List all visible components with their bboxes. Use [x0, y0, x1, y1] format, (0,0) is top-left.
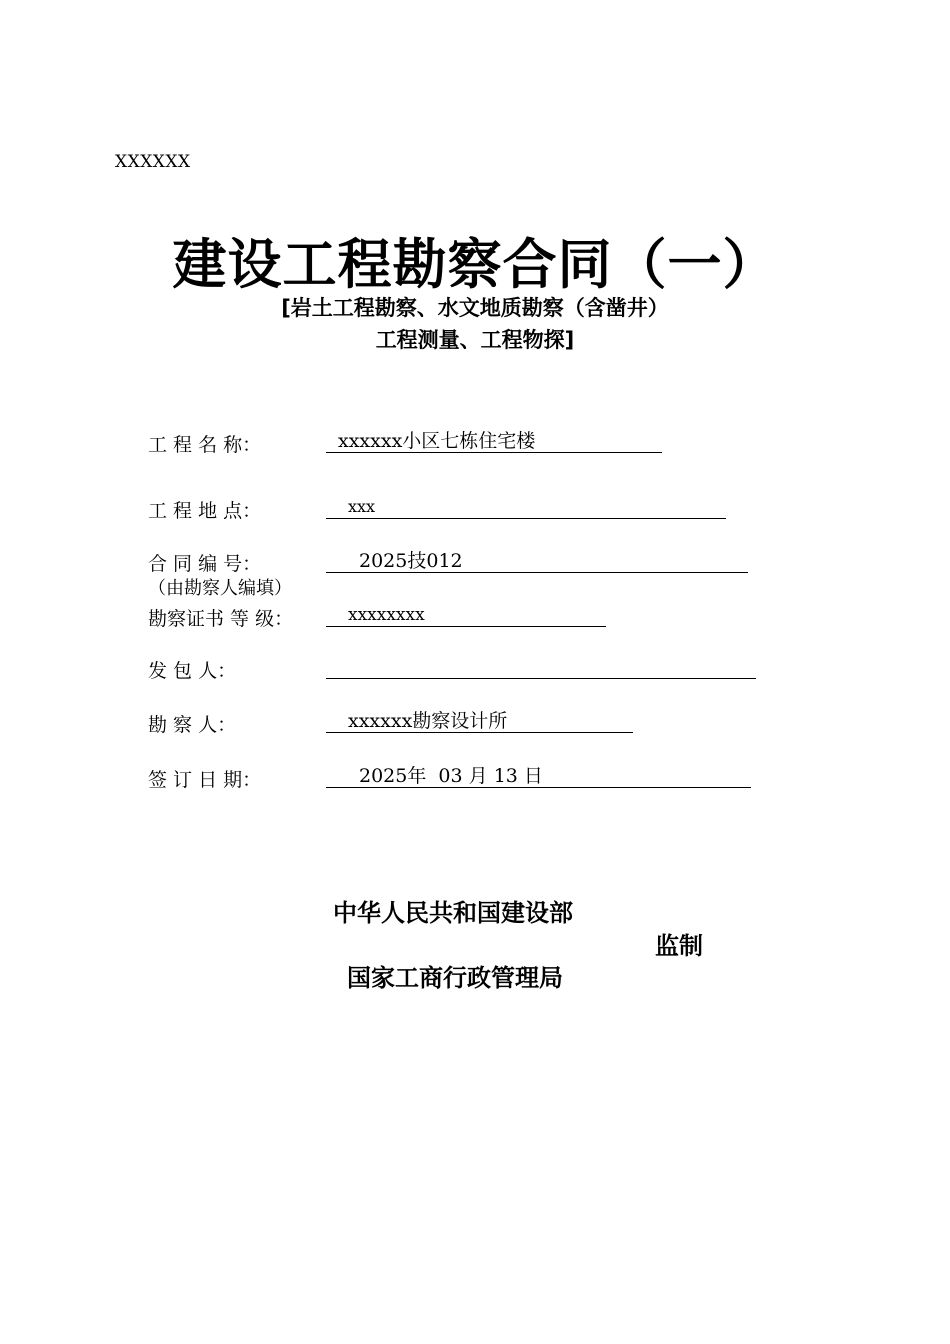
contract-no-value: 2025技012: [359, 550, 463, 572]
project-name-field: [326, 428, 662, 453]
contract-no-label: 合 同 编 号：: [148, 553, 262, 575]
project-location-value: xxx: [348, 497, 376, 516]
cert-level-label: 勘察证书 等 级：: [148, 608, 294, 630]
project-name-value: xxxxxx小区七栋住宅楼: [338, 430, 536, 452]
document-code: XXXXXX: [115, 152, 191, 172]
contract-no-field: [326, 548, 748, 573]
sign-date-field: [326, 763, 751, 788]
document-title: 建设工程勘察合同（一）: [172, 233, 778, 296]
issuer-supervise: 监制: [655, 932, 703, 960]
surveyor-label: 勘 察 人：: [148, 714, 237, 736]
subtitle-line-1: [岩土工程勘察、水文地质勘察（含凿井）: [281, 296, 669, 320]
project-name-label: 工 程 名 称：: [148, 434, 262, 456]
project-location-field: [326, 494, 726, 519]
surveyor-field: [326, 708, 633, 733]
contract-no-note: （由勘察人编填）: [148, 578, 292, 599]
employer-field: [326, 654, 756, 679]
sign-date-value: 2025年 03 月 13 日: [359, 765, 543, 787]
cert-level-value: xxxxxxxx: [348, 605, 425, 625]
subtitle-line-2: 工程测量、工程物探]: [375, 328, 575, 352]
project-location-label: 工 程 地 点：: [148, 500, 262, 522]
issuer-administration: 国家工商行政管理局: [347, 964, 563, 992]
surveyor-value: xxxxxx勘察设计所: [348, 710, 508, 732]
employer-label: 发 包 人：: [148, 660, 237, 682]
sign-date-label: 签 订 日 期：: [148, 769, 262, 791]
cert-level-field: [326, 602, 606, 627]
issuer-ministry: 中华人民共和国建设部: [333, 899, 573, 927]
